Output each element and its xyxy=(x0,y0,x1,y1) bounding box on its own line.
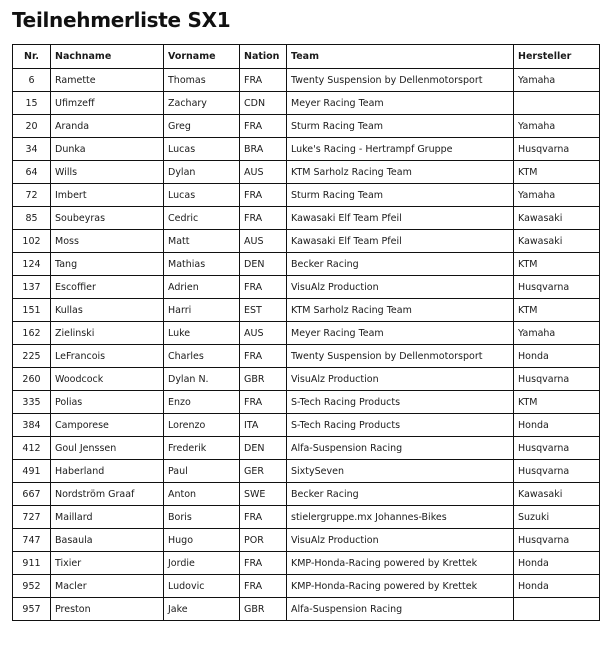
cell-nr: 124 xyxy=(13,253,51,276)
cell-nr: 162 xyxy=(13,322,51,345)
cell-nation: DEN xyxy=(240,437,287,460)
cell-nr: 151 xyxy=(13,299,51,322)
cell-vorname: Thomas xyxy=(164,69,240,92)
cell-vorname: Mathias xyxy=(164,253,240,276)
cell-vorname: Dylan xyxy=(164,161,240,184)
cell-nr: 911 xyxy=(13,552,51,575)
table-row xyxy=(13,460,600,483)
cell-team: KMP-Honda-Racing powered by Krettek xyxy=(287,552,514,575)
cell-nation: FRA xyxy=(240,575,287,598)
participants-table xyxy=(12,44,600,621)
cell-vorname: Hugo xyxy=(164,529,240,552)
cell-team: Becker Racing xyxy=(287,253,514,276)
table-row xyxy=(13,391,600,414)
table-header-row xyxy=(13,45,600,69)
cell-nation: BRA xyxy=(240,138,287,161)
cell-hersteller: Yamaha xyxy=(514,115,600,138)
table-row xyxy=(13,161,600,184)
cell-nr: 747 xyxy=(13,529,51,552)
cell-hersteller: Honda xyxy=(514,575,600,598)
table-row xyxy=(13,345,600,368)
cell-hersteller: Husqvarna xyxy=(514,138,600,161)
table-row xyxy=(13,299,600,322)
cell-hersteller: Yamaha xyxy=(514,322,600,345)
cell-team: KTM Sarholz Racing Team xyxy=(287,161,514,184)
header-nation: Nation xyxy=(240,45,287,69)
table-row xyxy=(13,207,600,230)
table-row xyxy=(13,115,600,138)
cell-nation: FRA xyxy=(240,391,287,414)
table-row xyxy=(13,575,600,598)
cell-team: Sturm Racing Team xyxy=(287,184,514,207)
cell-nachname: Preston xyxy=(51,598,164,621)
cell-nr: 260 xyxy=(13,368,51,391)
cell-nation: GBR xyxy=(240,368,287,391)
cell-nation: FRA xyxy=(240,552,287,575)
cell-nation: FRA xyxy=(240,184,287,207)
cell-nachname: Zielinski xyxy=(51,322,164,345)
cell-team: Becker Racing xyxy=(287,483,514,506)
cell-nation: AUS xyxy=(240,322,287,345)
cell-nr: 6 xyxy=(13,69,51,92)
table-row xyxy=(13,230,600,253)
table-row xyxy=(13,184,600,207)
cell-nachname: Goul Jenssen xyxy=(51,437,164,460)
cell-team: Sturm Racing Team xyxy=(287,115,514,138)
cell-nachname: Basaula xyxy=(51,529,164,552)
cell-vorname: Harri xyxy=(164,299,240,322)
cell-nr: 412 xyxy=(13,437,51,460)
cell-nation: ITA xyxy=(240,414,287,437)
cell-nr: 34 xyxy=(13,138,51,161)
cell-vorname: Ludovic xyxy=(164,575,240,598)
cell-nr: 85 xyxy=(13,207,51,230)
cell-team: stielergruppe.mx Johannes-Bikes xyxy=(287,506,514,529)
cell-nachname: Moss xyxy=(51,230,164,253)
cell-nation: FRA xyxy=(240,207,287,230)
cell-nation: FRA xyxy=(240,69,287,92)
cell-nr: 727 xyxy=(13,506,51,529)
cell-nachname: LeFrancois xyxy=(51,345,164,368)
cell-team: Twenty Suspension by Dellenmotorsport xyxy=(287,345,514,368)
table-row xyxy=(13,92,600,115)
cell-hersteller: Husqvarna xyxy=(514,368,600,391)
cell-nation: AUS xyxy=(240,161,287,184)
cell-nachname: Wills xyxy=(51,161,164,184)
cell-nr: 957 xyxy=(13,598,51,621)
cell-hersteller: Husqvarna xyxy=(514,276,600,299)
table-row xyxy=(13,483,600,506)
cell-team: S-Tech Racing Products xyxy=(287,391,514,414)
cell-vorname: Adrien xyxy=(164,276,240,299)
table-row xyxy=(13,506,600,529)
cell-nachname: Dunka xyxy=(51,138,164,161)
cell-team: SixtySeven xyxy=(287,460,514,483)
cell-nachname: Soubeyras xyxy=(51,207,164,230)
cell-nation: GER xyxy=(240,460,287,483)
cell-nachname: Tixier xyxy=(51,552,164,575)
cell-vorname: Greg xyxy=(164,115,240,138)
cell-team: Twenty Suspension by Dellenmotorsport xyxy=(287,69,514,92)
cell-nr: 667 xyxy=(13,483,51,506)
cell-nachname: Aranda xyxy=(51,115,164,138)
cell-hersteller: KTM xyxy=(514,299,600,322)
cell-vorname: Luke xyxy=(164,322,240,345)
cell-hersteller: Honda xyxy=(514,552,600,575)
cell-nachname: Ramette xyxy=(51,69,164,92)
cell-hersteller: Kawasaki xyxy=(514,207,600,230)
cell-vorname: Dylan N. xyxy=(164,368,240,391)
cell-vorname: Anton xyxy=(164,483,240,506)
cell-team: VisuAlz Production xyxy=(287,276,514,299)
cell-vorname: Jordie xyxy=(164,552,240,575)
cell-vorname: Charles xyxy=(164,345,240,368)
cell-nation: GBR xyxy=(240,598,287,621)
header-team: Team xyxy=(287,45,514,69)
cell-team: Alfa-Suspension Racing xyxy=(287,437,514,460)
cell-nr: 102 xyxy=(13,230,51,253)
cell-nachname: Kullas xyxy=(51,299,164,322)
cell-nachname: Camporese xyxy=(51,414,164,437)
cell-hersteller: KTM xyxy=(514,391,600,414)
cell-nation: FRA xyxy=(240,345,287,368)
cell-nachname: Macler xyxy=(51,575,164,598)
header-hersteller: Hersteller xyxy=(514,45,600,69)
cell-team: VisuAlz Production xyxy=(287,529,514,552)
cell-nachname: Polias xyxy=(51,391,164,414)
cell-team: Meyer Racing Team xyxy=(287,92,514,115)
cell-vorname: Boris xyxy=(164,506,240,529)
table-row xyxy=(13,529,600,552)
cell-nation: EST xyxy=(240,299,287,322)
table-row xyxy=(13,69,600,92)
cell-team: Kawasaki Elf Team Pfeil xyxy=(287,230,514,253)
cell-nachname: Haberland xyxy=(51,460,164,483)
cell-hersteller: KTM xyxy=(514,161,600,184)
table-row xyxy=(13,138,600,161)
cell-nr: 384 xyxy=(13,414,51,437)
cell-nachname: Maillard xyxy=(51,506,164,529)
cell-nachname: Nordström Graaf xyxy=(51,483,164,506)
cell-nr: 335 xyxy=(13,391,51,414)
table-row xyxy=(13,276,600,299)
cell-nachname: Woodcock xyxy=(51,368,164,391)
cell-nachname: Imbert xyxy=(51,184,164,207)
cell-hersteller: Kawasaki xyxy=(514,483,600,506)
cell-nation: SWE xyxy=(240,483,287,506)
table-row xyxy=(13,552,600,575)
table-row xyxy=(13,368,600,391)
cell-nr: 15 xyxy=(13,92,51,115)
cell-nachname: Escoffier xyxy=(51,276,164,299)
cell-hersteller: Husqvarna xyxy=(514,437,600,460)
cell-nachname: Ufimzeff xyxy=(51,92,164,115)
table-row xyxy=(13,253,600,276)
cell-nation: DEN xyxy=(240,253,287,276)
cell-nation: AUS xyxy=(240,230,287,253)
cell-vorname: Lucas xyxy=(164,184,240,207)
cell-nation: FRA xyxy=(240,506,287,529)
cell-nation: POR xyxy=(240,529,287,552)
table-row xyxy=(13,322,600,345)
cell-nr: 137 xyxy=(13,276,51,299)
cell-nr: 225 xyxy=(13,345,51,368)
cell-nr: 20 xyxy=(13,115,51,138)
cell-nr: 952 xyxy=(13,575,51,598)
cell-vorname: Enzo xyxy=(164,391,240,414)
cell-team: Meyer Racing Team xyxy=(287,322,514,345)
cell-vorname: Paul xyxy=(164,460,240,483)
page-title: Teilnehmerliste SX1 xyxy=(12,8,231,32)
cell-team: Alfa-Suspension Racing xyxy=(287,598,514,621)
header-vorname: Vorname xyxy=(164,45,240,69)
cell-nachname: Tang xyxy=(51,253,164,276)
cell-nation: FRA xyxy=(240,115,287,138)
cell-hersteller: Honda xyxy=(514,414,600,437)
cell-hersteller xyxy=(514,92,600,115)
cell-vorname: Frederik xyxy=(164,437,240,460)
cell-team: VisuAlz Production xyxy=(287,368,514,391)
table-row xyxy=(13,414,600,437)
cell-vorname: Matt xyxy=(164,230,240,253)
cell-vorname: Zachary xyxy=(164,92,240,115)
header-nr: Nr. xyxy=(13,45,51,69)
cell-vorname: Jake xyxy=(164,598,240,621)
cell-vorname: Cedric xyxy=(164,207,240,230)
cell-hersteller: Husqvarna xyxy=(514,529,600,552)
cell-nr: 64 xyxy=(13,161,51,184)
cell-hersteller: Suzuki xyxy=(514,506,600,529)
table-row xyxy=(13,598,600,621)
cell-hersteller: Yamaha xyxy=(514,184,600,207)
cell-team: KTM Sarholz Racing Team xyxy=(287,299,514,322)
cell-nr: 72 xyxy=(13,184,51,207)
cell-team: Luke's Racing - Hertrampf Gruppe xyxy=(287,138,514,161)
cell-nr: 491 xyxy=(13,460,51,483)
cell-team: S-Tech Racing Products xyxy=(287,414,514,437)
cell-hersteller: Yamaha xyxy=(514,69,600,92)
cell-team: KMP-Honda-Racing powered by Krettek xyxy=(287,575,514,598)
cell-team: Kawasaki Elf Team Pfeil xyxy=(287,207,514,230)
cell-nation: FRA xyxy=(240,276,287,299)
table-row xyxy=(13,437,600,460)
cell-vorname: Lucas xyxy=(164,138,240,161)
cell-hersteller: Husqvarna xyxy=(514,460,600,483)
cell-vorname: Lorenzo xyxy=(164,414,240,437)
cell-hersteller: Kawasaki xyxy=(514,230,600,253)
cell-hersteller xyxy=(514,598,600,621)
cell-hersteller: KTM xyxy=(514,253,600,276)
cell-nation: CDN xyxy=(240,92,287,115)
cell-hersteller: Honda xyxy=(514,345,600,368)
header-nachname: Nachname xyxy=(51,45,164,69)
